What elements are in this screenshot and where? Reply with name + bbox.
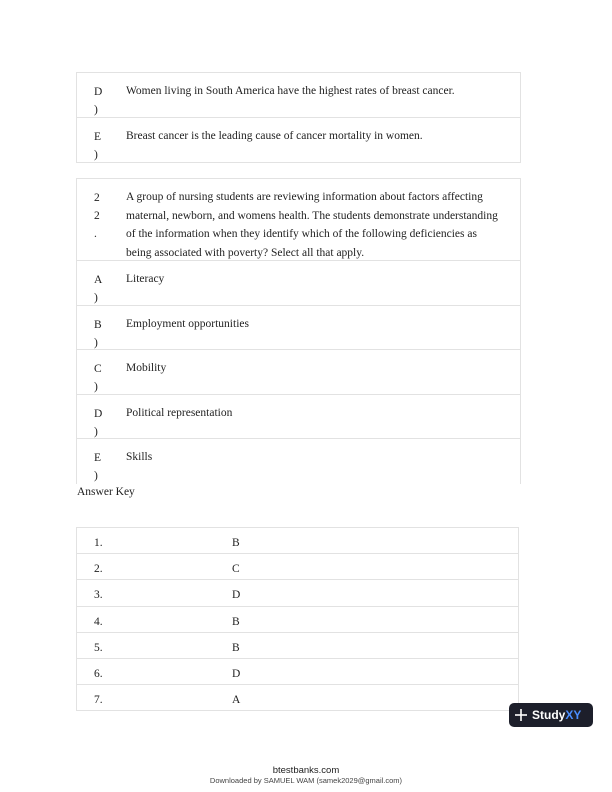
question-block-1 xyxy=(76,72,521,163)
answer-number: 5. xyxy=(94,641,103,654)
table-row xyxy=(77,659,518,685)
answer-value: B xyxy=(232,537,240,549)
option-row-c xyxy=(77,350,520,395)
table-row xyxy=(77,528,518,554)
option-row-d xyxy=(77,73,520,118)
answer-number: 4. xyxy=(94,615,103,628)
badge-text-xy: XY xyxy=(565,708,582,722)
answer-value: B xyxy=(232,641,240,654)
option-label: D ) xyxy=(94,407,103,438)
plus-icon xyxy=(515,709,527,721)
answer-number: 1. xyxy=(94,537,103,549)
answer-number: 2. xyxy=(94,563,103,576)
option-label: B ) xyxy=(94,318,102,349)
option-label: A ) xyxy=(94,274,103,304)
option-label: E ) xyxy=(94,452,102,482)
answer-number: 3. xyxy=(94,589,103,602)
answer-value: D xyxy=(232,589,241,602)
option-text: Literacy xyxy=(126,273,165,285)
answer-key-title: Answer Key xyxy=(77,486,135,498)
question-number: 2 2 . xyxy=(94,192,100,240)
table-row xyxy=(77,685,518,711)
badge-text-study: Study xyxy=(532,708,566,722)
option-label: E ) xyxy=(94,131,102,161)
option-row-d xyxy=(77,395,520,440)
option-row-a xyxy=(77,261,520,306)
answer-value: B xyxy=(232,615,240,628)
table-row xyxy=(77,554,518,580)
option-row-e xyxy=(77,118,520,163)
footer-site: btestbanks.com xyxy=(272,765,340,776)
option-row-b xyxy=(77,306,520,351)
question-stem: A group of nursing students are reviewing information about factors affecting maternal, newborn, and womens health. The students demonstrate understanding of the information when they identify which of the following deficiencies as being associated with poverty? Select all that apply. xyxy=(126,191,498,259)
option-row-e xyxy=(77,439,520,484)
option-label: D ) xyxy=(94,86,103,116)
answer-value: C xyxy=(232,563,240,576)
option-text: Employment opportunities xyxy=(126,317,249,330)
answer-number: 7. xyxy=(94,694,103,707)
question-stem-row xyxy=(77,179,520,261)
footer-downloaded-by: Downloaded by SAMUEL WAM (samek2029@gmail.com) xyxy=(209,776,403,785)
option-text: Mobility xyxy=(126,362,167,374)
table-row xyxy=(77,607,518,633)
option-text: Women living in South America have the highest rates of breast cancer. xyxy=(126,85,455,97)
option-label: C ) xyxy=(94,363,102,393)
question-22-block xyxy=(76,178,521,484)
option-text: Skills xyxy=(126,451,153,463)
table-row xyxy=(77,580,518,606)
studyxy-badge[interactable] xyxy=(509,703,593,727)
answer-number: 6. xyxy=(94,667,103,680)
answer-value: A xyxy=(232,694,241,707)
option-text: Breast cancer is the leading cause of cancer mortality in women. xyxy=(126,130,423,142)
option-text: Political representation xyxy=(126,406,233,419)
table-row xyxy=(77,633,518,659)
answer-key-table xyxy=(76,527,519,711)
answer-value: D xyxy=(232,667,241,680)
